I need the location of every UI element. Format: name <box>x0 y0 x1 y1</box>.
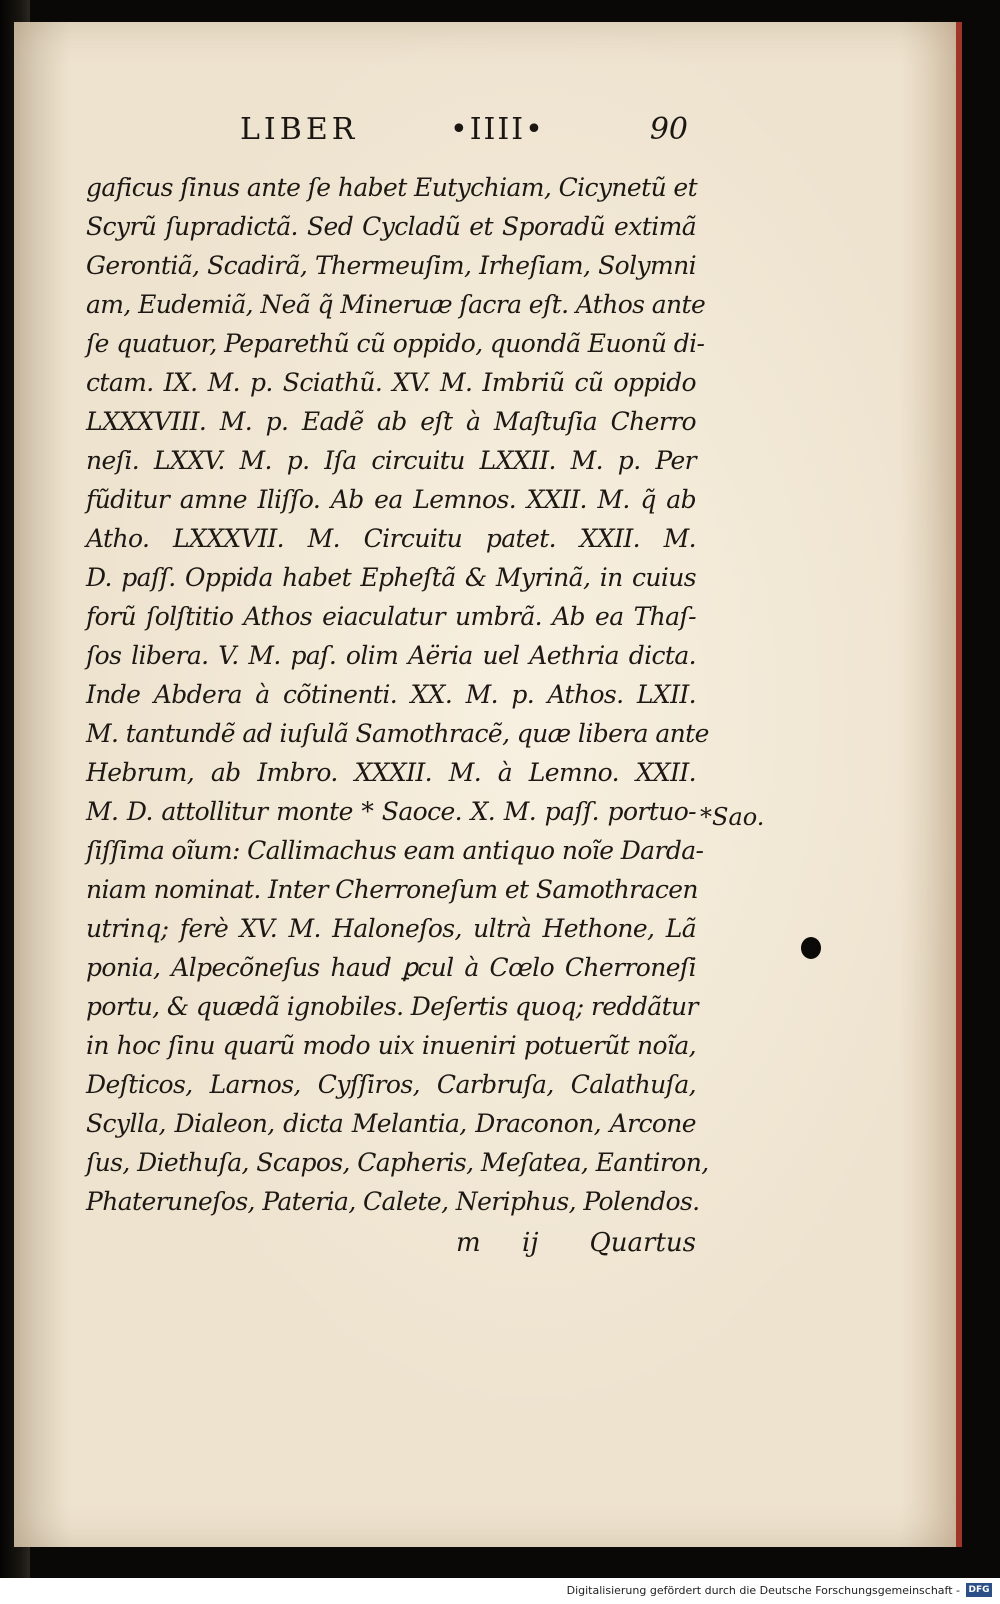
text-line: am, Eudemiã, Neã q̃ Mineruæ ſacra eſt. Athos ante <box>86 290 706 319</box>
digitization-credit: Digitalisierung gefördert durch die Deutsche Forschungsgemeinschaft - <box>566 1584 960 1597</box>
digitization-footer <box>0 1578 1000 1604</box>
page-header <box>240 112 700 158</box>
catchline <box>456 1228 696 1268</box>
text-line: Deſticos, Larnos, Cyſſiros, Carbruſa, Calathuſa, <box>86 1070 696 1099</box>
book-number: •IIII• <box>450 112 545 147</box>
text-line: LXXXVIII. M. p. Eadẽ ab eſt à Maſtuſia Cherro <box>86 407 696 436</box>
text-line: ponia, Alpecõneſus haud ꝑcul à Cœlo Cherroneſi <box>86 953 696 982</box>
text-line: M. D. attollitur monte * Saoce. X. M. paſſ. portuo- <box>86 797 696 826</box>
text-line: in hoc ſinu quarũ modo uix inueniri potuerũt noĩa, <box>86 1031 696 1060</box>
text-line: fũditur amne Iliſſo. Ab ea Lemnos. XXII. M. q̃ ab <box>86 485 696 514</box>
text-line: ſiſſima oĩum: Callimachus eam antiquo noĩe Darda- <box>86 836 704 865</box>
folio-number: 90 <box>649 112 688 147</box>
text-line: Inde Abdera à cõtinenti. XX. M. p. Athos. LXII. <box>86 680 696 709</box>
book-number-value: IIII <box>469 112 526 147</box>
text-line: utrinq; ferè XV. M. Haloneſos, ultrà Hethone, Lã <box>86 914 696 943</box>
running-title: LIBER <box>240 112 359 147</box>
text-line: Gerontiã, Scadirã, Thermeuſim, Irheſiam, Solymni <box>86 251 696 280</box>
text-line: M. tantundẽ ad iuſulã Samothracẽ, quæ libera ante <box>86 719 709 748</box>
text-line: D. paſſ. Oppida habet Epheſtã & Myrinã, in cuius <box>86 563 696 592</box>
text-line: Phateruneſos, Pateria, Calete, Neriphus, Polendos. <box>86 1187 700 1216</box>
text-line: Atho. LXXXVII. M. Circuitu patet. XXII. M. <box>86 524 696 553</box>
text-line: ſus, Diethuſa, Scapos, Capheris, Meſatea, Eantiron, <box>86 1148 709 1177</box>
text-line: Scylla, Dialeon, dicta Melantia, Draconon, Arcone <box>86 1109 696 1138</box>
text-line: neſi. LXXV. M. p. Iſa circuitu LXXII. M. p. Per <box>86 446 696 475</box>
dfg-logo[interactable]: DFG <box>966 1583 992 1597</box>
text-line: ctam. IX. M. p. Sciathũ. XV. M. Imbriũ cũ oppido <box>86 368 696 397</box>
text-line: forũ ſolſtitio Athos eiaculatur umbrã. Ab ea Thaſ- <box>86 602 696 631</box>
catchword: Quartus <box>589 1228 696 1258</box>
text-line: Hebrum, ab Imbro. XXXII. M. à Lemno. XXII. <box>86 758 696 787</box>
marginal-note: *Sao. <box>700 803 765 831</box>
text-line: gaficus ſinus ante ſe habet Eutychiam, Cicynetũ et <box>86 173 698 202</box>
text-line: ſe quatuor, Peparethũ cũ oppido, quondã Euonũ di- <box>86 329 705 358</box>
text-line: Scyrũ ſupradictã. Sed Cycladũ et Sporadũ extimã <box>86 212 696 241</box>
text-line: ſos libera. V. M. paſ. olim Aëria uel Aethria dicta. <box>86 641 696 670</box>
signature-mark: m <box>456 1228 481 1258</box>
text-line: niam nominat. Inter Cherroneſum et Samothracen <box>86 875 698 904</box>
signature-number: ij <box>522 1228 539 1258</box>
text-line: portu, & quædã ignobiles. Deſertis quoq; reddãtur <box>86 992 698 1021</box>
ink-spot <box>801 937 821 959</box>
body-text <box>86 168 709 1221</box>
